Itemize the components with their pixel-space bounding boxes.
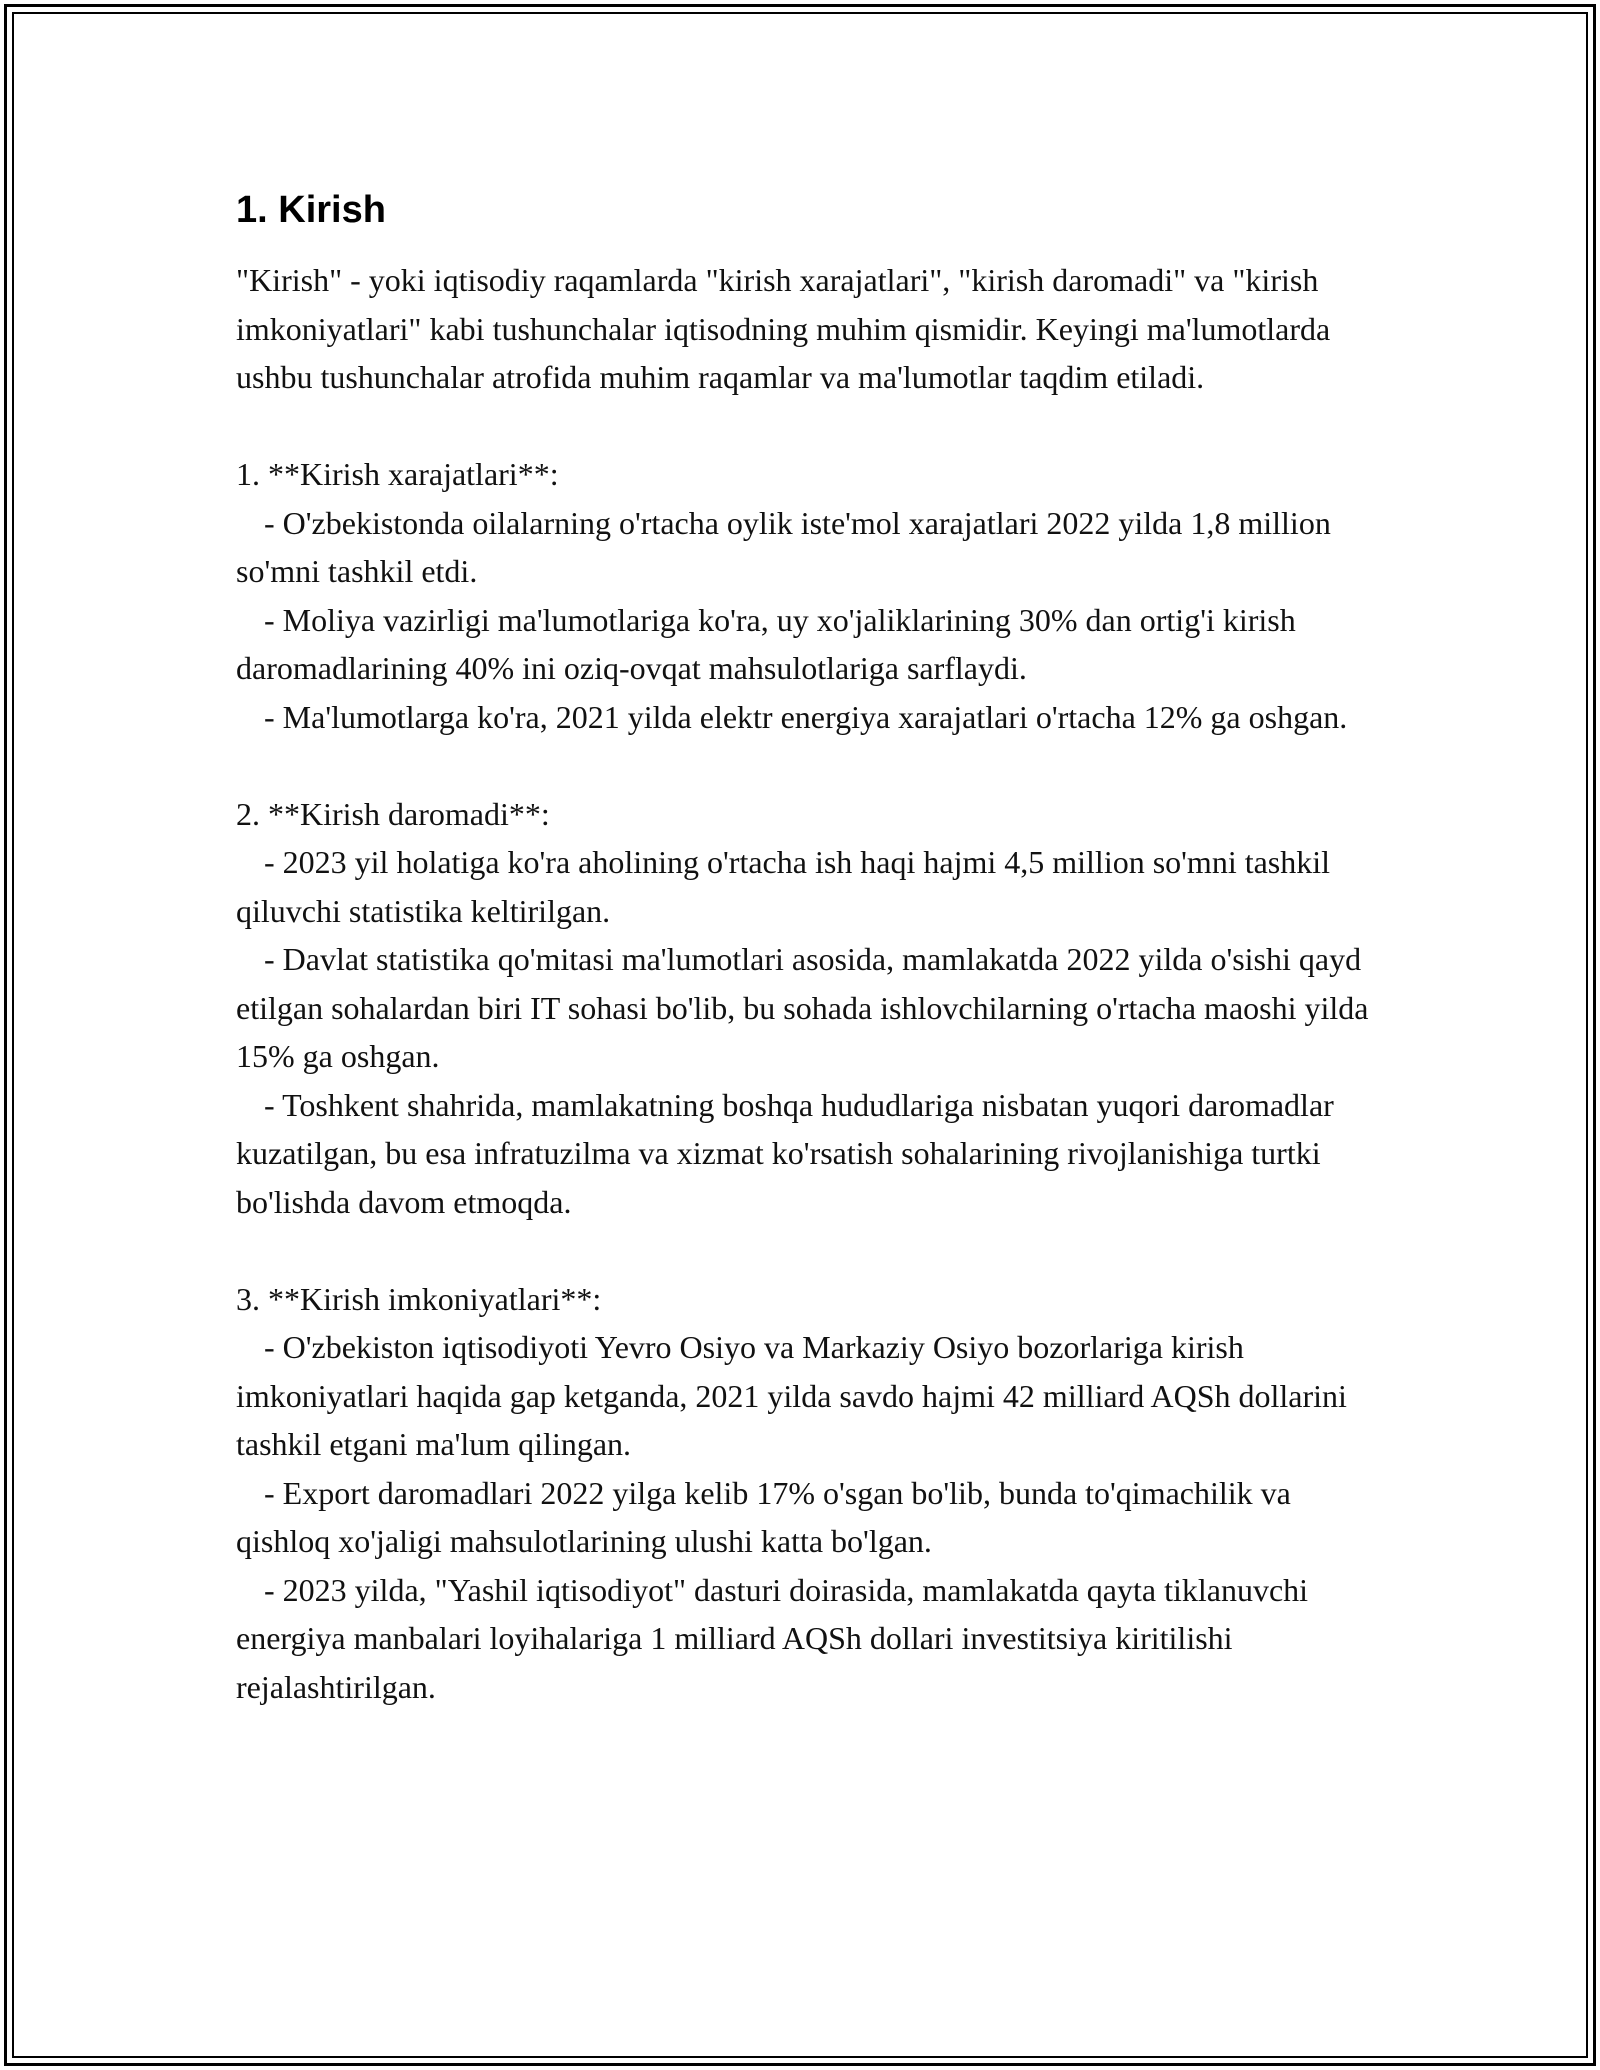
list-item: - Export daromadlari 2022 yilga kelib 17% o'sgan bo'lib, bunda to'qimachilik va qishloq xo'jaligi mahsulotlarining ulushi katta bo'lgan. bbox=[236, 1474, 1291, 1559]
spacer bbox=[236, 1226, 1376, 1275]
list-item: - Toshkent shahrida, mamlakatning boshqa hududlariga nisbatan yuqori daromadlar kuzatilgan, bu esa infratuzilma va xizmat ko'rsatish sohalarining rivojlanishiga turtki bo'lishda davom etmoqda. bbox=[236, 1086, 1334, 1220]
document-body bbox=[236, 186, 1376, 1711]
list-item: - O'zbekiston iqtisodiyoti Yevro Osiyo va Markaziy Osiyo bozorlariga kirish imkoniyatlari haqida gap ketganda, 2021 yilda savdo hajmi 42 milliard AQSh dollarini tashkil etgani ma'lum qilingan. bbox=[236, 1329, 1347, 1462]
intro-paragraph: "Kirish" - yoki iqtisodiy raqamlarda "kirish xarajatlari", "kirish daromadi" va "kirish imkoniyatlari" kabi tushunchalar iqtisodning muhim qismidir. Keyingi ma'lumotlarda ushbu tushunchalar atrofida muhim raqamlar va ma'lumotlar taqdim etiladi. bbox=[236, 262, 1331, 395]
spacer bbox=[236, 402, 1376, 451]
document-title: 1. Kirish bbox=[236, 189, 386, 231]
list-item: - Davlat statistika qo'mitasi ma'lumotlari asosida, mamlakatda 2022 yilda o'sishi qayd etilgan sohalardan biri IT sohasi bo'lib, bu sohada ishlovchilarning o'rtacha maoshi yilda 15% ga oshgan. bbox=[236, 941, 1369, 1074]
list-item: - Moliya vazirligi ma'lumotlariga ko'ra, uy xo'jaliklarining 30% dan ortig'i kirish daromadlarining 40% ini oziq-ovqat mahsulotlariga sarflaydi. bbox=[236, 601, 1296, 686]
list-item: - Ma'lumotlarga ko'ra, 2021 yilda elektr energiya xarajatlari o'rtacha 12% ga oshgan. bbox=[264, 698, 1348, 735]
section-opportunities bbox=[236, 1275, 1376, 1712]
section-heading: 1. **Kirish xarajatlari**: bbox=[236, 456, 559, 492]
list-item: - O'zbekistonda oilalarning o'rtacha oylik iste'mol xarajatlari 2022 yilda 1,8 million so'mni tashkil etdi. bbox=[236, 504, 1331, 589]
spacer bbox=[236, 741, 1376, 790]
list-item: - 2023 yilda, "Yashil iqtisodiyot" dasturi doirasida, mamlakatda qayta tiklanuvchi energiya manbalari loyihalariga 1 milliard AQSh dollari investitsiya kiritilishi rejalashtirilgan. bbox=[236, 1571, 1309, 1705]
section-income bbox=[236, 790, 1376, 1227]
section-heading: 3. **Kirish imkoniyatlari**: bbox=[236, 1280, 602, 1317]
section-expenses bbox=[236, 450, 1376, 741]
list-item: - 2023 yil holatiga ko'ra aholining o'rtacha ish haqi hajmi 4,5 million so'mni tashkil qiluvchi statistika keltirilgan. bbox=[236, 844, 1331, 929]
section-heading: 2. **Kirish daromadi**: bbox=[236, 795, 550, 832]
